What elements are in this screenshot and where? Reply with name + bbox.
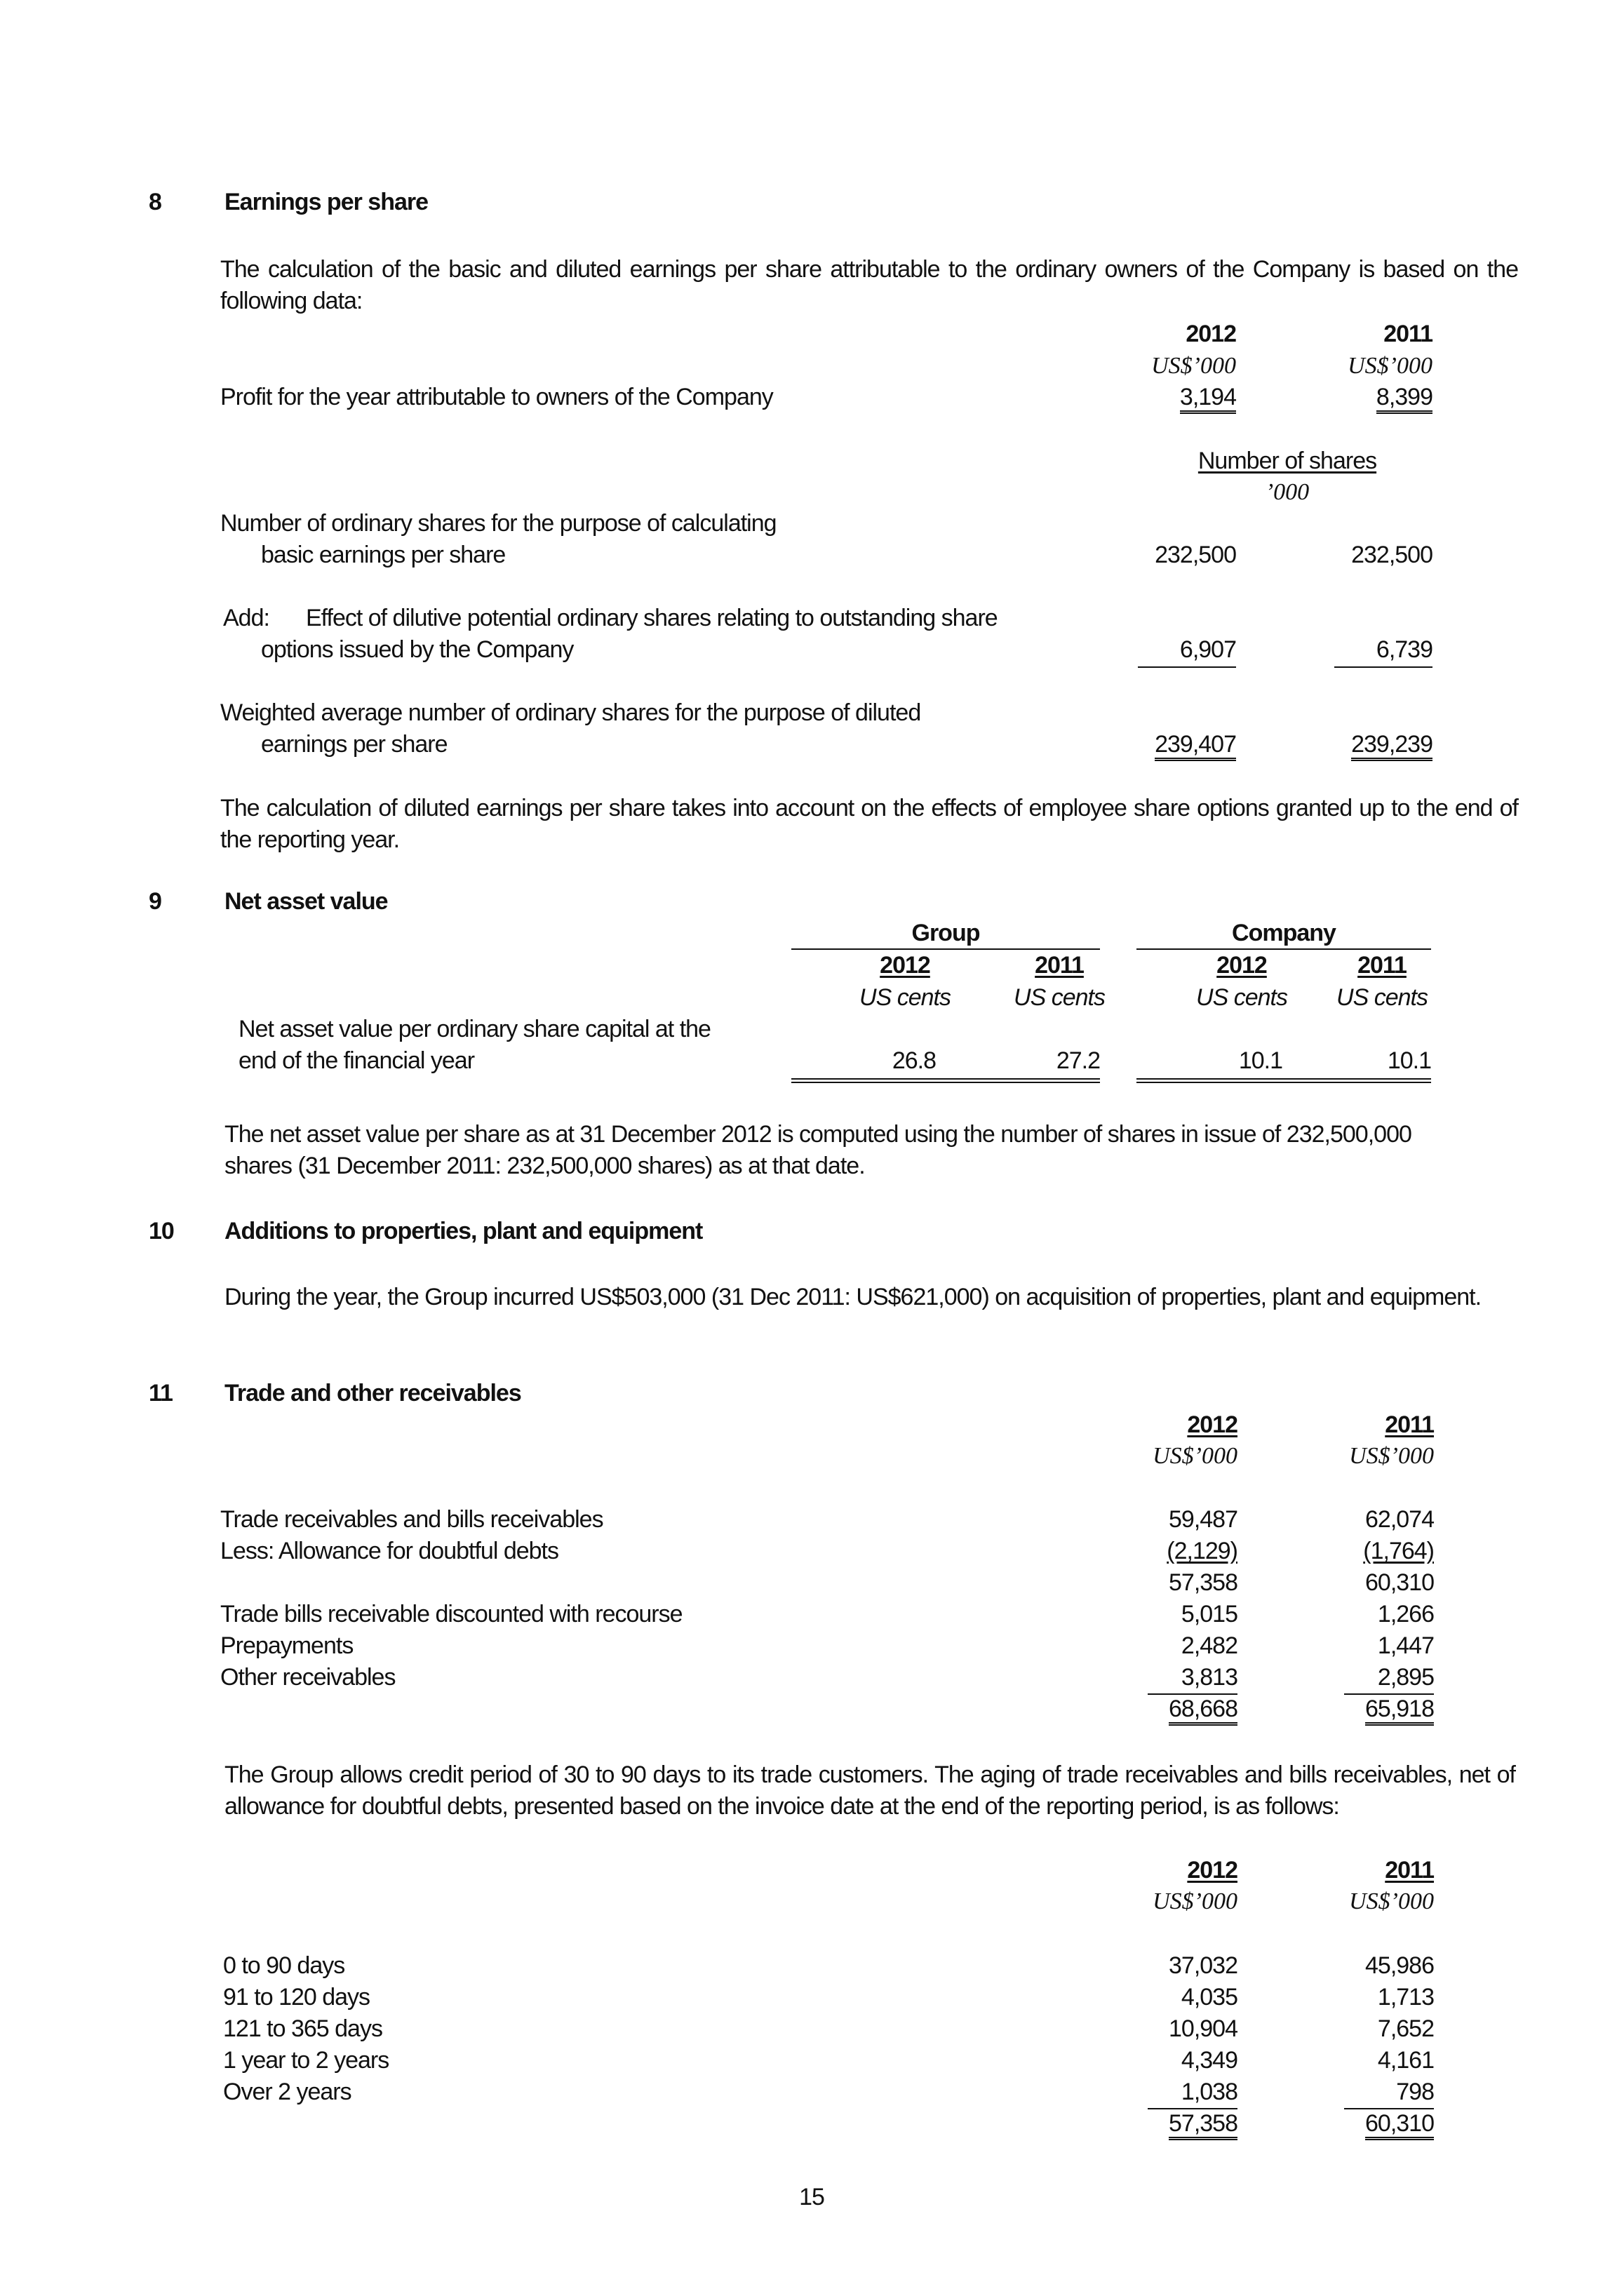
s11-aging-year-2012: 2012 <box>1187 1857 1237 1884</box>
table-row-label: Other receivables <box>220 1664 396 1691</box>
s8-wavg-label-line1: Weighted average number of ordinary shares for the purpose of diluted <box>220 699 921 726</box>
section-8-number: 8 <box>149 189 161 215</box>
table-row-label: Trade bills receivable discounted with recourse <box>220 1601 683 1627</box>
s9-note: The net asset value per share as at 31 December 2012 is computed using the number of shares in issue of 232,500,000 shares (31 December 2011: 232,500,000 shares) as at that date. <box>224 1121 1411 1179</box>
table-row-label: 91 to 120 days <box>223 1984 370 2010</box>
s11-year-2011: 2011 <box>1385 1411 1434 1438</box>
table-total-2012: 68,668 <box>1169 1696 1237 1726</box>
s9-company-value-2011: 10.1 <box>1387 1047 1431 1074</box>
table-cell-2012: 37,032 <box>1169 1952 1237 1979</box>
s8-basic-label-line1: Number of ordinary shares for the purpose of calculating <box>220 510 777 537</box>
table-row-label: Over 2 years <box>223 2079 351 2105</box>
table-cell-2012: 3,813 <box>1181 1664 1237 1691</box>
section-9-number: 9 <box>149 888 161 915</box>
table-row-label: Less: Allowance for doubtful debts <box>220 1538 558 1564</box>
section-11-title: Trade and other receivables <box>224 1380 521 1407</box>
s8-add-prefix: Add: <box>223 605 269 631</box>
table-cell-2012: 5,015 <box>1181 1601 1237 1627</box>
s9-company-double-rule <box>1136 1078 1431 1083</box>
s9-group-year-2012: 2012 <box>880 952 930 979</box>
table-cell-2012: (2,129) <box>1167 1538 1237 1564</box>
table-cell-2011: 1,713 <box>1377 1984 1434 2010</box>
section-11-number: 11 <box>149 1380 173 1407</box>
table-cell-2012: 4,349 <box>1181 2047 1237 2074</box>
s11-aging-text: The Group allows credit period of 30 to 90 days to its trade customers. The aging of trade receivables and bills receivables, net of allowance for doubtful debts, presented based on the invoice date at the end of the reporting period, is as follows: <box>224 1761 1515 1820</box>
table-cell-2011: 60,310 <box>1365 1569 1434 1596</box>
table-row-label: Prepayments <box>220 1632 354 1659</box>
s9-group-rule <box>791 948 1100 950</box>
s10-text: During the year, the Group incurred US$503,000 (31 Dec 2011: US$621,000) on acquisition of properties, plant and equipment. <box>224 1284 1482 1310</box>
table-cell-2011: 2,895 <box>1377 1664 1434 1691</box>
s9-group-unit-2012: US cents <box>859 984 951 1011</box>
table-cell-2012: 2,482 <box>1181 1632 1237 1659</box>
table-cell-2011: 1,447 <box>1377 1632 1434 1659</box>
s8-wavg-2012: 239,407 <box>1155 731 1236 761</box>
s8-basic-label-line2: basic earnings per share <box>261 542 506 568</box>
table-cell-2011: 798 <box>1396 2079 1434 2105</box>
s9-group-header: Group <box>911 920 980 946</box>
table-cell-2012: 4,035 <box>1181 1984 1237 2010</box>
s8-profit-label: Profit for the year attributable to owners of the Company <box>220 384 773 410</box>
s9-row-label-line1: Net asset value per ordinary share capital at the <box>239 1016 711 1042</box>
s11-aging-unit-2012: US$’000 <box>1153 1888 1237 1914</box>
s9-company-year-2012: 2012 <box>1216 952 1267 979</box>
s8-unit-2011: US$’000 <box>1348 353 1432 379</box>
section-9-title: Net asset value <box>224 888 388 915</box>
section-8-intro: The calculation of the basic and diluted earnings per share attributable to the ordinary owners of the Company is based on the following data: <box>220 256 1518 314</box>
s8-year-2012: 2012 <box>1186 321 1236 347</box>
s9-group-value-2012: 26.8 <box>892 1047 936 1074</box>
table-cell-2012: 10,904 <box>1169 2015 1237 2042</box>
table-cell-2012: 59,487 <box>1169 1506 1237 1533</box>
s9-company-header: Company <box>1232 920 1336 946</box>
s8-basic-2012: 232,500 <box>1155 542 1236 568</box>
s8-add-label-line2: options issued by the Company <box>261 636 574 663</box>
s8-unit-2012: US$’000 <box>1151 353 1236 379</box>
s11-year-2012: 2012 <box>1187 1411 1237 1438</box>
table-row-label: 0 to 90 days <box>223 1952 345 1979</box>
s9-group-year-2011: 2011 <box>1035 952 1084 979</box>
s9-row-label-line2: end of the financial year <box>239 1047 475 1074</box>
s8-add-label-line1: Effect of dilutive potential ordinary shares relating to outstanding share <box>306 605 998 631</box>
table-cell-2011: 45,986 <box>1365 1952 1434 1979</box>
s11-aging-year-2011: 2011 <box>1385 1857 1434 1884</box>
table-cell-2011: 7,652 <box>1377 2015 1434 2042</box>
s9-group-double-rule <box>791 1078 1100 1083</box>
table-cell-2012: 1,038 <box>1181 2079 1237 2105</box>
s8-add-2011: 6,739 <box>1376 636 1432 663</box>
s9-company-rule <box>1136 948 1431 950</box>
table-cell-2011: 4,161 <box>1377 2047 1434 2074</box>
s8-shares-header: Number of shares <box>1197 448 1377 474</box>
table-cell-2012: 57,358 <box>1169 1569 1237 1596</box>
table-total-2011: 60,310 <box>1365 2110 1434 2140</box>
table-cell-2011: 62,074 <box>1365 1506 1434 1533</box>
s11-aging-unit-2011: US$’000 <box>1349 1888 1434 1914</box>
s8-basic-2011: 232,500 <box>1351 542 1432 568</box>
s9-company-value-2012: 10.1 <box>1238 1047 1282 1074</box>
s8-add-2012: 6,907 <box>1179 636 1236 663</box>
section-10-title: Additions to properties, plant and equipment <box>224 1218 703 1244</box>
table-row-label: Trade receivables and bills receivables <box>220 1506 603 1533</box>
s9-company-unit-2011: US cents <box>1336 984 1428 1011</box>
s8-shares-unit: ’000 <box>1265 479 1310 505</box>
s8-add-underline-2011 <box>1334 666 1432 668</box>
s11-unit-2012: US$’000 <box>1153 1443 1237 1469</box>
page-number: 15 <box>799 2184 824 2210</box>
s8-wavg-2011: 239,239 <box>1351 731 1432 761</box>
s8-note: The calculation of diluted earnings per share takes into account on the effects of employee share options granted up to the end of the reporting year. <box>220 795 1518 853</box>
s8-profit-2012: 3,194 <box>1180 384 1236 414</box>
table-cell-2011: 1,266 <box>1377 1601 1434 1627</box>
s11-unit-2011: US$’000 <box>1349 1443 1434 1469</box>
s8-profit-2011: 8,399 <box>1376 384 1432 414</box>
s9-group-unit-2011: US cents <box>1014 984 1105 1011</box>
table-cell-2011: (1,764) <box>1363 1538 1434 1564</box>
s9-group-value-2011: 27.2 <box>1056 1047 1100 1074</box>
table-row-label: 121 to 365 days <box>223 2015 382 2042</box>
table-total-2012: 57,358 <box>1169 2110 1237 2140</box>
s9-company-year-2011: 2011 <box>1357 952 1407 979</box>
s8-add-underline-2012 <box>1138 666 1236 668</box>
s8-wavg-label-line2: earnings per share <box>261 731 448 758</box>
section-10-number: 10 <box>149 1218 174 1244</box>
table-total-2011: 65,918 <box>1365 1696 1434 1726</box>
table-row-label: 1 year to 2 years <box>223 2047 389 2074</box>
s9-company-unit-2012: US cents <box>1196 984 1287 1011</box>
section-8-title: Earnings per share <box>224 189 429 215</box>
s8-year-2011: 2011 <box>1383 321 1432 347</box>
